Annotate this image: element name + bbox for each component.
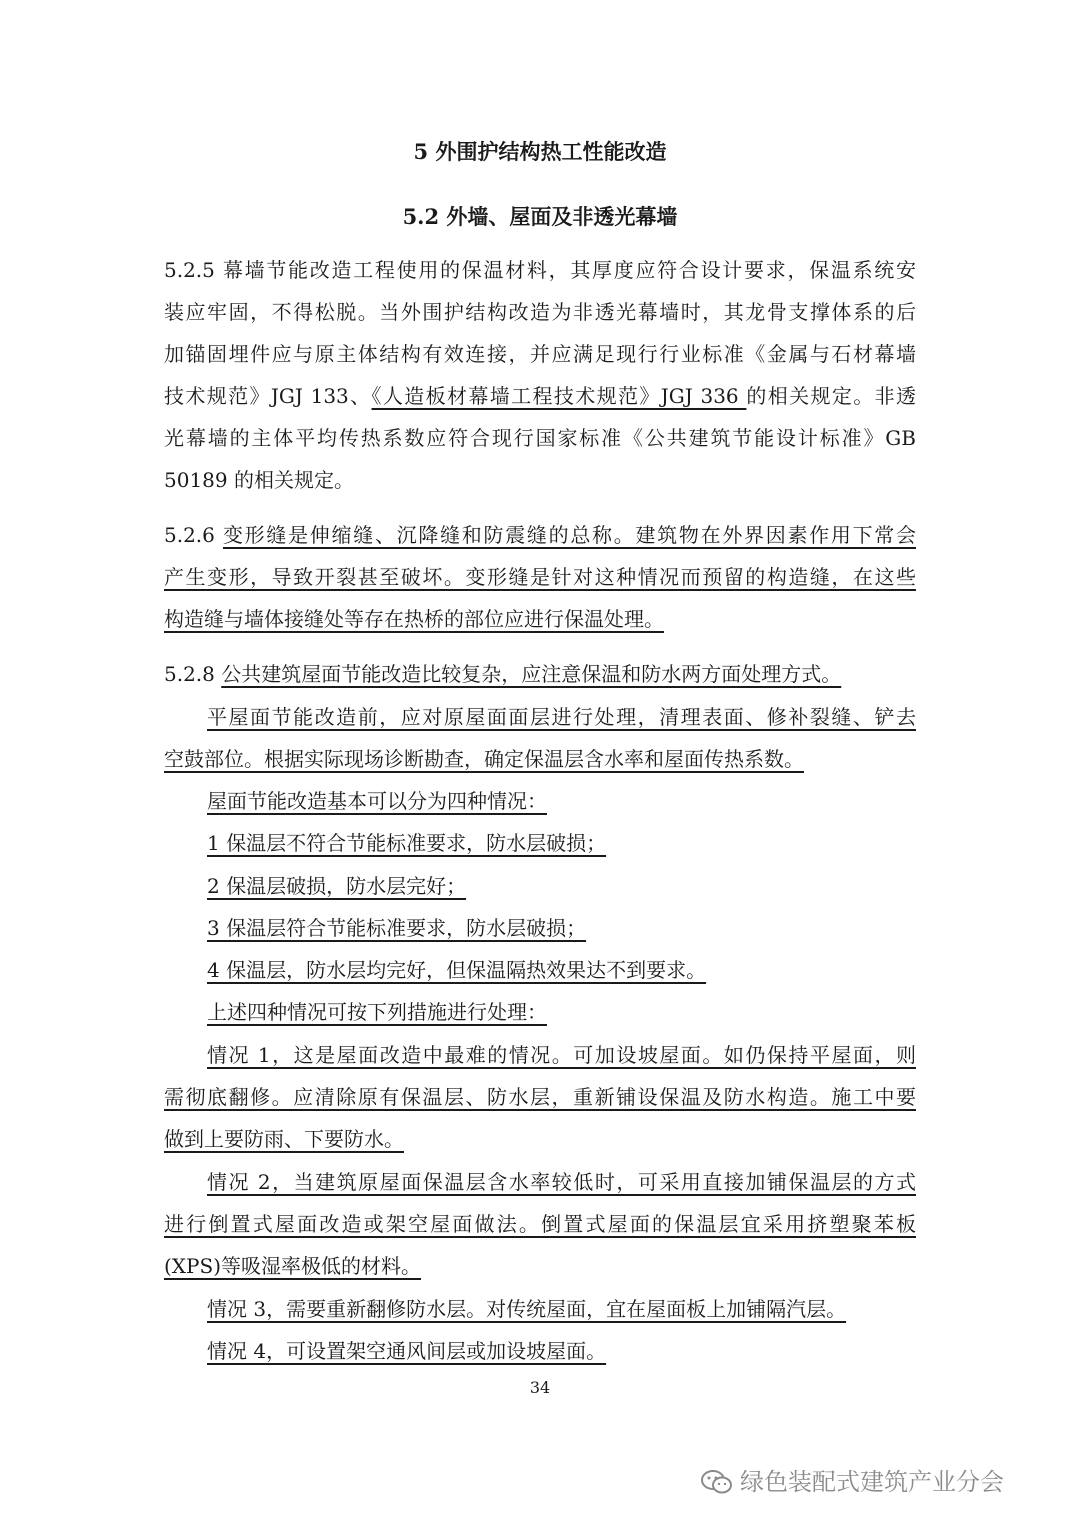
clause-528-para-3: 屋面节能改造基本可以分为四种情况：: [207, 789, 547, 813]
list-item-4: 4 保温层，防水层均完好，但保温隔热效果达不到要求。: [207, 958, 707, 982]
list-item-1: 1 保温层不符合节能标准要求，防水层破损；: [207, 831, 607, 855]
clause-528-number: 5.2.8: [164, 662, 222, 686]
clause-526-line-1: [164, 520, 916, 550]
wechat-icon: [700, 1468, 734, 1496]
case-4: 情况 4，可设置架空通风间层或加设坡屋面。: [207, 1339, 607, 1363]
clause-526-number: 5.2.6: [164, 523, 223, 547]
clause-525-line-3: 加锚固埋件应与原主体结构有效连接，并应满足现行行业标准《金属与石材幕墙: [164, 342, 916, 366]
case-1-line-2: 需彻底翻修。应清除原有保温层、防水层，重新铺设保温及防水构造。施工中要: [164, 1085, 916, 1109]
watermark-text: 绿色装配式建筑产业分会: [740, 1468, 1004, 1496]
list-item-2: 2 保温层破损，防水层完好；: [207, 874, 467, 898]
clause-525-line-4: [164, 381, 916, 411]
chapter-heading: 5 外围护结构热工性能改造: [413, 139, 667, 164]
clause-528-line-1-text: 公共建筑屋面节能改造比较复杂，应注意保温和防水两方面处理方式。: [221, 662, 842, 686]
list-item-3: 3 保温层符合节能标准要求，防水层破损；: [207, 916, 587, 940]
clause-525-line-4-a: 技术规范》JGJ 133、: [164, 384, 372, 408]
clause-528-line-1: [164, 659, 841, 689]
clause-525-line-5: 光幕墙的主体平均传热系数应符合现行国家标准《公共建筑节能设计标准》GB: [164, 426, 916, 450]
clause-525-line-2: 装应牢固，不得松脱。当外围护结构改造为非透光幕墙时，其龙骨支撑体系的后: [164, 300, 916, 324]
case-3: 情况 3，需要重新翻修防水层。对传统屋面，宜在屋面板上加铺隔汽层。: [207, 1297, 847, 1321]
case-1-line-1: 情况 1，这是屋面改造中最难的情况。可加设坡屋面。如仍保持平屋面，则: [207, 1043, 916, 1067]
clause-528-para-2-line-1: 平屋面节能改造前，应对原屋面面层进行处理，清理表面、修补裂缝、铲去: [207, 705, 916, 729]
clause-525-line-6: 50189 的相关规定。: [164, 468, 354, 492]
clause-526-line-1-text: 变形缝是伸缩缝、沉降缝和防震缝的总称。建筑物在外界因素作用下常会: [222, 523, 917, 547]
clause-525-line-4-cited-standard: 《人造板材幕墙工程技术规范》JGJ 336: [371, 384, 747, 408]
case-2-line-2: 进行倒置式屋面改造或架空屋面做法。倒置式屋面的保温层宜采用挤塑聚苯板: [164, 1212, 916, 1236]
clause-526-line-2: 产生变形，导致开裂甚至破坏。变形缝是针对这种情况而预留的构造缝，在这些: [164, 565, 916, 589]
page-number: 34: [529, 1378, 551, 1397]
case-2-line-3: (XPS)等吸湿率极低的材料。: [164, 1254, 422, 1278]
clause-525-line-4-c: 的相关规定。非透: [746, 384, 917, 408]
clause-526-line-3: 构造缝与墙体接缝处等存在热桥的部位应进行保温处理。: [164, 607, 664, 631]
watermark: [700, 1462, 1004, 1497]
clause-528-para-2-line-2: 空鼓部位。根据实际现场诊断勘查，确定保温层含水率和屋面传热系数。: [164, 747, 804, 771]
clause-528-para-4: 上述四种情况可按下列措施进行处理：: [207, 1000, 547, 1024]
section-heading: 5.2 外墙、屋面及非透光幕墙: [402, 204, 678, 229]
clause-525-line-1: 5.2.5 幕墙节能改造工程使用的保温材料，其厚度应符合设计要求，保温系统安: [164, 258, 916, 282]
case-1-line-3: 做到上要防雨、下要防水。: [164, 1127, 404, 1151]
case-2-line-1: 情况 2，当建筑原屋面保温层含水率较低时，可采用直接加铺保温层的方式: [207, 1170, 916, 1194]
